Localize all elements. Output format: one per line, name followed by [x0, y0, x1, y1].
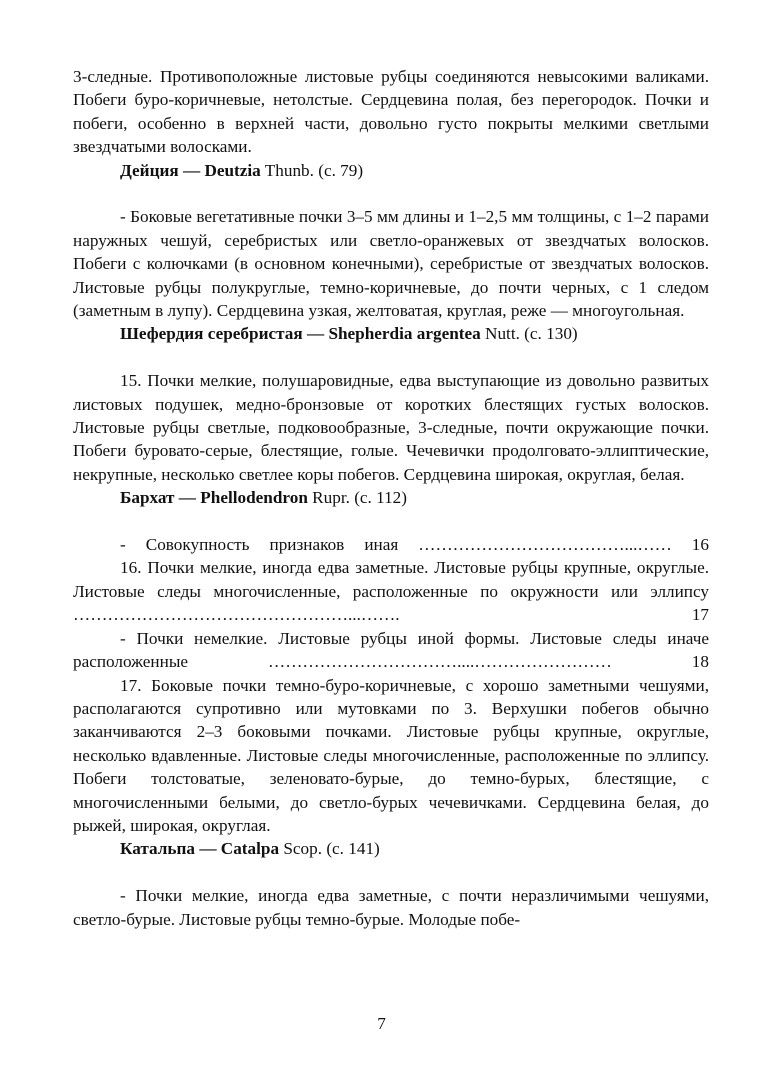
answer-name: Бархат [120, 488, 175, 508]
answer-catalpa [73, 837, 709, 860]
answer-dash: — [174, 488, 201, 508]
answer-shepherdia [73, 322, 709, 345]
paragraph-17: 17. Боковые почки темно-буро-коричневые, с хорошо заметными чешуями, располагаются супротивно или мутовками по 3. Верхушки побегов обычно заканчиваются 2–3 боковыми почками. Листовые рубцы крупные, округлые, несколько вдавленные. Листовые следы многочисленные, расположенные по эллипсу. Побеги толстоватые, зеленовато-бурые, до темно-бурых, блестящие, с многочисленными белыми, до светло-бурых чечевичками. Сердцевина белая, до рыжей, широкая, округлая. [73, 675, 709, 835]
answer-dash: — [195, 839, 221, 859]
answer-dash: — [178, 160, 205, 180]
answer-latin: Phellodendron [200, 488, 308, 508]
answer-latin: Catalpa [220, 839, 280, 859]
answer-name: Шефердия серебристая [120, 324, 303, 344]
page-number: 7 [377, 1014, 386, 1033]
blank-line [73, 510, 709, 533]
blank-line [73, 182, 709, 205]
answer-author-page: Thunb. (с. 79) [260, 160, 364, 180]
paragraph-16-alt: - Почки немелкие. Листовые рубцы иной формы. Листовые следы иначе расположенные ……………………………....…………………… 18 [73, 628, 709, 672]
paragraph-2: - Боковые вегетативные почки 3–5 мм длины и 1–2,5 мм толщины, с 1–2 парами наружных чешуй, серебристых или светло-оранжевых от звездчатых волосков. Побеги с колючками (в основном конечными), серебристые от звездчатых волосков. Листовые рубцы полукруглые, темно-коричневые, до почти черных, с 1 следом (заметным в лупу). Сердцевина узкая, желтоватая, круглая, реже — многоугольная. [73, 207, 709, 321]
answer-phellodendron [73, 486, 709, 509]
page-body [73, 65, 709, 931]
paragraph-15-alt: - Совокупность признаков иная ………………………………...…… 16 [120, 535, 709, 555]
answer-name: Катальпа [120, 839, 196, 859]
answer-deutzia [73, 159, 709, 182]
blank-line [73, 346, 709, 369]
paragraph-15: 15. Почки мелкие, полушаровидные, едва выступающие из довольно развитых листовых подушек, медно-бронзовые от коротких блестящих густых волосков. Листовые рубцы светлые, подковообразные, 3-следные, почти окружающие почки. Побеги буровато-серые, блестящие, голые. Чечевички продолговато-эллиптические, некрупные, несколько светлее коры побегов. Сердцевина широкая, округлая, белая. [73, 371, 709, 484]
paragraph-16: 16. Почки мелкие, иногда едва заметные. Листовые рубцы крупные, округлые. Листовые следы многочисленные, расположенные по окружности или эллипсу …………………………………………...……. 17 [73, 558, 709, 625]
answer-dash: — [302, 324, 329, 344]
paragraph-1: 3-следные. Противоположные листовые рубцы соединяются невысокими валиками. Побеги буро-коричневые, нетолстые. Сердцевина полая, без перегородок. Почки и побеги, особенно в верхней части, довольно густо покрыты мелкими светлыми звездчатыми волосками. [73, 67, 709, 157]
answer-author-page: Nutt. (с. 130) [480, 324, 578, 344]
paragraph-17-alt: - Почки мелкие, иногда едва заметные, с почти неразличимыми чешуями, светло-бурые. Листовые рубцы темно-бурые. Молодые побе- [73, 886, 709, 929]
answer-author-page: Scop. (с. 141) [279, 839, 380, 859]
blank-line [73, 861, 709, 884]
answer-name: Дейция [120, 160, 179, 180]
answer-latin: Deutzia [204, 160, 261, 180]
answer-latin: Shepherdia argentea [328, 324, 481, 344]
answer-author-page: Rupr. (с. 112) [307, 488, 408, 508]
